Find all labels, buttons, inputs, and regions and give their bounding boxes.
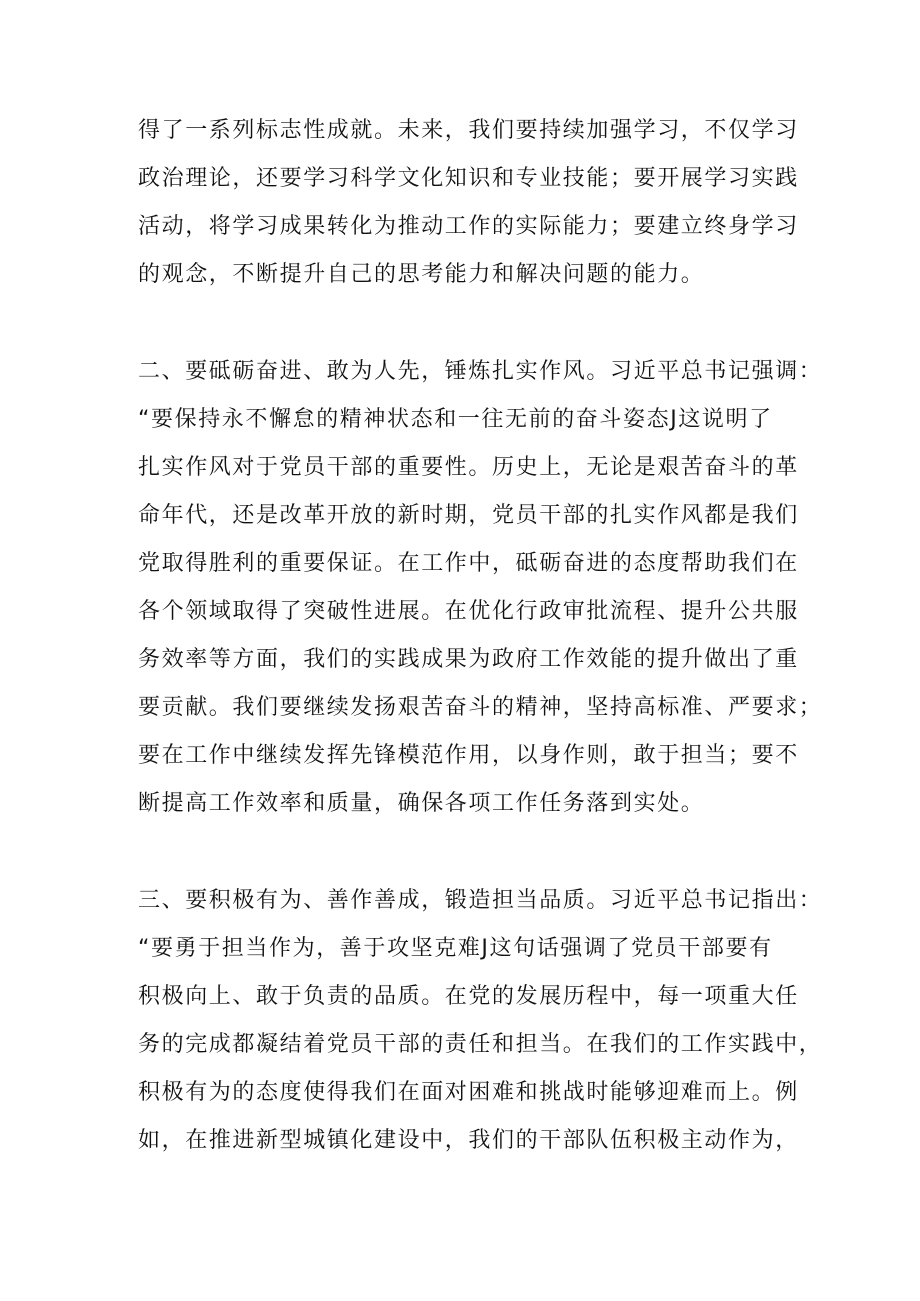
text-line: 务效率等方面，我们的实践成果为政府工作效能的提升做出了重 (138, 647, 799, 672)
text-line: 政治理论，还要学习科学文化知识和专业技能；要开展学习实践 (138, 166, 799, 191)
text-line: 积极向上、敢于负责的品质。在党的发展历程中，每一项重大任 (138, 984, 799, 1009)
text-line: 二、要砥砺奋进、敢为人先，锤炼扎实作风。习近平总书记强调： (138, 359, 823, 384)
text-line: “要勇于担当作为，善于攻坚克难J这句话强调了党员干部要有 (138, 936, 773, 961)
text-line: 要贡献。我们要继续发扬艰苦奋斗的精神，坚持高标准、严要求； (138, 695, 823, 720)
text-line: 断提高工作效率和质量，确保各项工作任务落到实处。 (138, 791, 705, 816)
text-line: 得了一系列标志性成就。未来，我们要持续加强学习，不仅学习 (138, 118, 799, 143)
text-line: 党取得胜利的重要保证。在工作中，砥砺奋进的态度帮助我们在 (138, 551, 799, 576)
text-line: 扎实作风对于党员干部的重要性。历史上，无论是艰苦奋斗的革 (138, 455, 799, 480)
text-line: 要在工作中继续发挥先锋模范作用，以身作则，敢于担当；要不 (138, 743, 799, 768)
text-line: 各个领域取得了突破性进展。在优化行政审批流程、提升公共服 (138, 599, 799, 624)
text-line: 三、要积极有为、善作善成，锻造担当品质。习近平总书记指出： (138, 888, 823, 913)
text-line: 积极有为的态度使得我们在面对困难和挑战时能够迎难而上。例 (138, 1080, 799, 1105)
text-line: 务的完成都凝结着党员干部的责任和担当。在我们的工作实践中， (138, 1032, 823, 1057)
text-line: “要保持永不懈怠的精神状态和一往无前的奋斗姿态J这说明了 (138, 407, 773, 432)
text-line: 命年代，还是改革开放的新时期，党员干部的扎实作风都是我们 (138, 503, 799, 528)
text-line: 如，在推进新型城镇化建设中，我们的干部队伍积极主动作为， (138, 1128, 799, 1153)
text-line: 的观念，不断提升自己的思考能力和解决问题的能力。 (138, 262, 705, 287)
text-line: 活动，将学习成果转化为推动工作的实际能力；要建立终身学习 (138, 214, 799, 239)
